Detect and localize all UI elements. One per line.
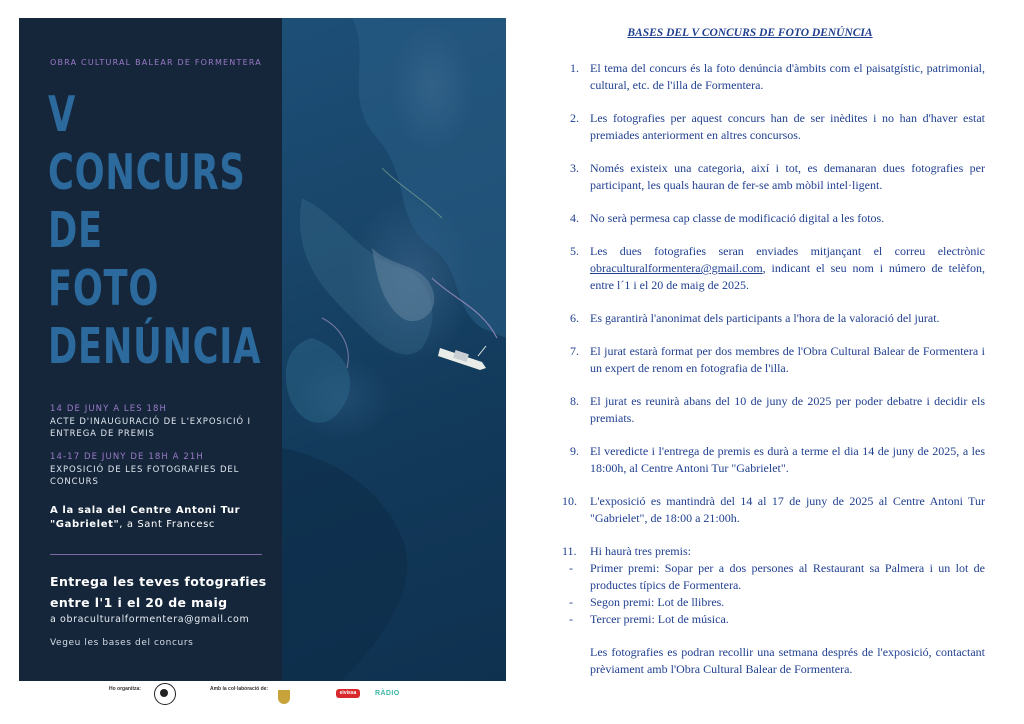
prize-text: Tercer premi: Lot de música. — [590, 612, 729, 626]
poster — [19, 18, 506, 681]
footer-organizer-label: Ho organitza: — [109, 686, 141, 692]
rule-item — [562, 393, 985, 427]
rule-text: Només existeix una categoria, així i tot, es demanaran dues fotografies per participant, les quals hauran de fer-se amb mòbil intel·ligent. — [590, 161, 985, 192]
venue — [50, 504, 260, 532]
rule-number: 6. — [570, 311, 579, 325]
event-exhibition-description: EXPOSICIÓ DE LES FOTOGRAFIES DEL CONCURS — [50, 465, 240, 487]
oil-slick-illustration — [282, 18, 506, 681]
rule-item — [562, 160, 985, 194]
rule-number: 5. — [570, 244, 579, 258]
rule-text: Es garantirà l'anonimat dels participants a l'hora de la valoració del jurat. — [590, 311, 940, 325]
prize-text: Primer premi: Sopar per a dos persones al Restaurant sa Palmera i un lot de productes típics de Formentera. — [590, 561, 985, 592]
rule-number: 7. — [570, 344, 579, 358]
rule-number: 10. — [562, 494, 577, 508]
rule-text: L'exposició es mantindrà del 14 al 17 de juny de 2025 al Centre Antoni Tur "Gabrielet", de 18:00 a 21:00h. — [590, 494, 985, 525]
event-exhibition-date: 14-17 DE JUNY DE 18H A 21H — [50, 452, 204, 462]
prize-item — [562, 611, 985, 628]
poster-title-line: DE FOTO — [48, 202, 160, 317]
rule-text: No serà permesa cap classe de modificació digital a les fotos. — [590, 211, 885, 225]
submission-call-line: Entrega les teves fotografies — [50, 574, 267, 589]
prize-text: Segon premi: Lot de llibres. — [590, 595, 725, 609]
submission-email[interactable]: a obraculturalformentera@gmail.com — [50, 614, 250, 625]
contest-email-link[interactable]: obraculturalformentera@gmail.com — [590, 261, 763, 275]
rules-list — [562, 60, 985, 678]
radio-logo: RÀDIO — [375, 690, 400, 697]
bullet-dash: - — [569, 561, 573, 575]
rule-number: 11. — [562, 544, 577, 558]
consell-insular-logo-icon — [278, 690, 290, 704]
submission-call-line: entre l'1 i el 20 de maig — [50, 595, 228, 610]
rule-text: El jurat estarà format per dos membres de l'Obra Cultural Balear de Formentera i un expert de renom en fotografia de l'illa. — [590, 344, 985, 375]
rule-item — [562, 443, 985, 477]
rule-number: 2. — [570, 111, 579, 125]
rule-number: 9. — [570, 444, 579, 458]
rule-item — [562, 310, 985, 327]
rule-number: 1. — [570, 61, 579, 75]
rule-item — [562, 243, 985, 294]
rule-text: El tema del concurs és la foto denúncia d'àmbits com el paisatgístic, patrimonial, cultural, etc. de l'illa de Formentera. — [590, 61, 985, 92]
rule-text: Hi haurà tres premis: — [590, 544, 691, 558]
rule-text: El jurat es reunirà abans del 10 de juny de 2025 per poder debatre i decidir els premiats. — [590, 394, 985, 425]
poster-title-line: DENÚNCIA — [48, 318, 262, 375]
venue-location: , a Sant Francesc — [119, 519, 216, 530]
rules-title: BASES DEL V CONCURS DE FOTO DENÚNCIA — [627, 27, 873, 39]
event-inauguration-description: ACTE D'INAUGURACIÓ DE L'EXPOSICIÓ I ENTREGA DE PREMIS — [50, 417, 251, 439]
poster-title-line: V CONCURS — [48, 86, 246, 201]
bases-link[interactable]: Vegeu les bases del concurs — [50, 638, 194, 648]
prize-item — [562, 560, 985, 594]
divider — [50, 554, 262, 555]
boat-icon — [438, 346, 486, 370]
rule-text: , indicant el seu nom i número de telèfon, entre l´1 i el 20 de maig de 2025. — [590, 261, 985, 292]
rule-number: 4. — [570, 211, 579, 225]
submission-call — [50, 571, 275, 613]
rule-item — [562, 210, 985, 227]
rule-text: Les fotografies per aquest concurs han de ser inèdites i no han d'haver estat premiades anteriorment en altres concursos. — [590, 111, 985, 142]
prize-item — [562, 594, 985, 611]
rule-text: Les dues fotografies seran enviades mitjançant el correu electrònic — [590, 244, 985, 258]
organizer-logo-icon — [154, 683, 176, 705]
aerial-sea-photo — [282, 18, 506, 681]
poster-title — [48, 86, 262, 376]
footer-collab-label: Amb la col·laboració de: — [210, 686, 269, 692]
organizer-name: OBRA CULTURAL BALEAR DE FORMENTERA — [50, 58, 262, 67]
event-inauguration-date: 14 DE JUNY A LES 18H — [50, 404, 168, 414]
sponsor-red-logo: eivissa — [336, 689, 360, 698]
rule-item — [562, 110, 985, 144]
rule-number: 8. — [570, 394, 579, 408]
rule-item — [562, 60, 985, 94]
rule-number: 3. — [570, 161, 579, 175]
bullet-dash: - — [569, 612, 573, 626]
rule-text: El veredicte i l'entrega de premis es durà a terme el dia 14 de juny de 2025, a les 18:00h, al Centre Antoni Tur "Gabrielet". — [590, 444, 985, 475]
rule-item — [562, 543, 985, 678]
rule-item — [562, 493, 985, 527]
venue-name: A la sala del Centre Antoni Tur "Gabrielet" — [50, 505, 241, 530]
rule-item — [562, 343, 985, 377]
bullet-dash: - — [569, 595, 573, 609]
closing-note: Les fotografies es podran recollir una setmana després de l'exposició, contactant prèviament amb l'Obra Cultural Balear de Formentera. — [590, 645, 985, 676]
